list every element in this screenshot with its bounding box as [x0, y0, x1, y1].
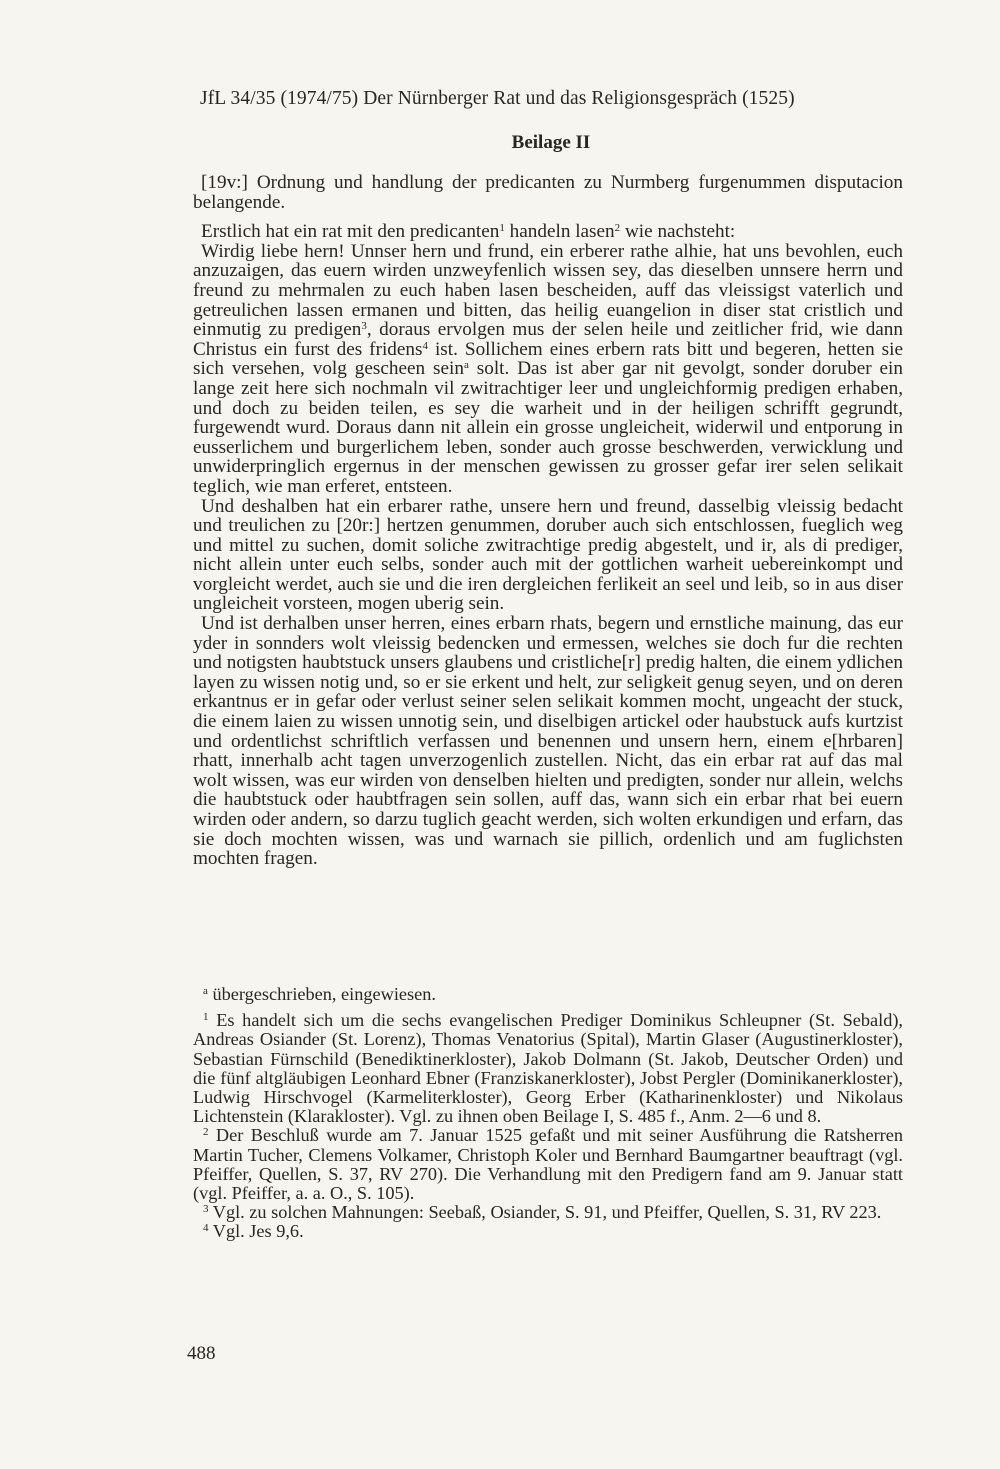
footnote-1: $^1$ Es handelt sich um die sechs evangelischen Prediger Dominikus Schleupner (St. Sebald), Andreas Osiander (St. Lorenz), Thomas Venatorius (Spital), Martin Glaser (Augustinerkloster), Sebastian Fürnschild (Benediktinerkloster), Jakob Dolmann (St. Jakob, Deutscher Orden) und die fünf altgläubigen Leonhard Ebner (Franziskanerkloster), Jobst Pergler (Dominikanerkloster), Ludwig Hirschvogel (Karmeliterkloster), Georg Erber (Katharinenkloster) und Nikolaus Lichtenstein (Klarakloster). Vgl. zu ihnen oben Beilage I, S. 485 f., Anm. 2—6 und 8. — [193, 1010, 903, 1127]
page-number: 488 — [187, 1343, 216, 1364]
footnotes — [193, 985, 903, 1242]
paragraph-intro: Erstlich hat ein rat mit den predicanten$^1$ handeln lasen$^2$ wie nachsteht: — [201, 221, 736, 243]
paragraph-council: Und deshalben hat ein erbarer rathe, unsere hern und freund, dasselbig vleissig bedacht und treulichen zu [20r:] hertzen genummen, doruber auch sich entschlossen, fueglich weg und mittel zu suchen, domit soliche zwitrachtige predig abgestelt, und ir, als di prediger, nicht allein unter euch selbs, sonder auch mit der gottlichen warheit uebereinkompt und vorgleicht werdet, auch sie und die iren dergleichen ferlikeit an seel und leib, so in aus diser ungleicheit vorsteen, mogen uberig sein. — [193, 495, 903, 615]
footnote-ref: 4 — [422, 339, 428, 352]
paragraph-title-line: [19v:] Ordnung und handlung der predicanten zu Nurmberg furgenummen disputacion belangende. — [193, 172, 903, 213]
footnote-ref: 3 — [361, 320, 367, 333]
footnote-ref: 1 — [499, 222, 505, 235]
footnote-4: $^4$ Vgl. Jes 9,6. — [203, 1221, 304, 1242]
footnote-3: $^3$ Vgl. zu solchen Mahnungen: Seebaß, Osiander, S. 91, und Pfeiffer, Quellen, S. 31, RV 223. — [203, 1202, 882, 1223]
paragraph-request: Und ist derhalben unser herren, eines erbarn rhats, begern und ernstliche mainung, das eur yder in sonnders wolt vleissig bedencken und ermessen, welches sie doch fur die rechten und notigsten haubtstuck unsers glaubens und cristliche[r] predig halten, die einem ydlichen layen zu wissen notig und, so er sie erkent und helt, zur seligkeit genug seyen, und on deren erkantnus er in gefar oder verlust seiner selen selikait kommen mocht, ungeacht der stuck, die einem laien zu wissen unnotig sein, und diselbigen artickel oder haubstuck aufs kurtzist und ordentlichst schriftlich verfassen und benennen und unsern hern, einem e[hrbaren] rhatt, innerhalb acht tagen unverzogenlich zustellen. Nicht, das ein erbar rat auf das mal wolt wissen, was eur wirden von denselben hielten und predigten, sonder nur allein, welchs die haubtstuck oder haubtfragen sein sollen, auff das, wann sich ein erbar rhat bei euern wirden oder andern, so darzu tuglich geacht werden, sich wolten erkundigen und erfarn, das sie doch mochten wissen, was und warnach sie pillich, ordenlich und am fuglichsten mochten fragen. — [193, 613, 903, 870]
section-title: Beilage II — [511, 132, 591, 153]
footnote-ref: a — [463, 359, 469, 372]
paragraph-address: Wirdig liebe hern! Unnser hern und frund, ein erberer rathe alhie, hat uns bevohlen, euch anzuzaigen, das euern wirden unzweyfenlich wissen sey, das dieselben unnsere herrn und freund zu mehrmalen zu euch haben lasen bescheiden, auff das vleissigst vaterlich und getreulichen lassen ermanen und bitten, das heilig euangelion in diser stat cristlich und einmutig zu predigen$^3$, doraus ervolgen mus der selen heile und zeitlicher frid, wie dann Christus ein furst des fridens$^4$ ist. Sollichem eines erbern rats bitt und begeren, hetten sie sich versehen, volg gescheen sein$^a$ solt. Das ist aber gar nit gevolgt, sonder doruber ein lange zeit here sich nochmaln vil zwitrachtiger leer und ungleichformig predigen erhaben, und doch zu beiden teilen, es sey die warheit und in der heiligen schrifft gegrundt, furgewendt wurd. Doraus dann nit allein ein grosse ungleicheit, widerwil und entporung in eusserlichem und burgerlichem leben, sonder auch grosse beschwerden, verwicklung und unwiderpringlich ergernus in der menschen gewissen zu grosser gefar irer selen selikait teglich, wie man erferet, entsteen. — [193, 240, 903, 497]
footnote-ref: 2 — [614, 222, 621, 235]
main-text — [193, 173, 903, 869]
footnote-2: $^2$ Der Beschluß wurde am 7. Januar 1525 gefaßt und mit seiner Ausführung die Ratsherren Martin Tucher, Clemens Volkamer, Christoph Koler und Bernhard Baumgartner beauftragt (vgl. Pfeiffer, Quellen, S. 37, RV 270). Die Verhandlung mit den Predigern fand am 9. Januar statt (vgl. Pfeiffer, a. a. O., S. 105). — [193, 1125, 903, 1204]
footnote-a: $^a$ übergeschrieben, eingewiesen. — [203, 984, 436, 1004]
running-head: JfL 34/35 (1974/75) Der Nürnberger Rat und das Religionsgespräch (1525) — [200, 88, 795, 109]
